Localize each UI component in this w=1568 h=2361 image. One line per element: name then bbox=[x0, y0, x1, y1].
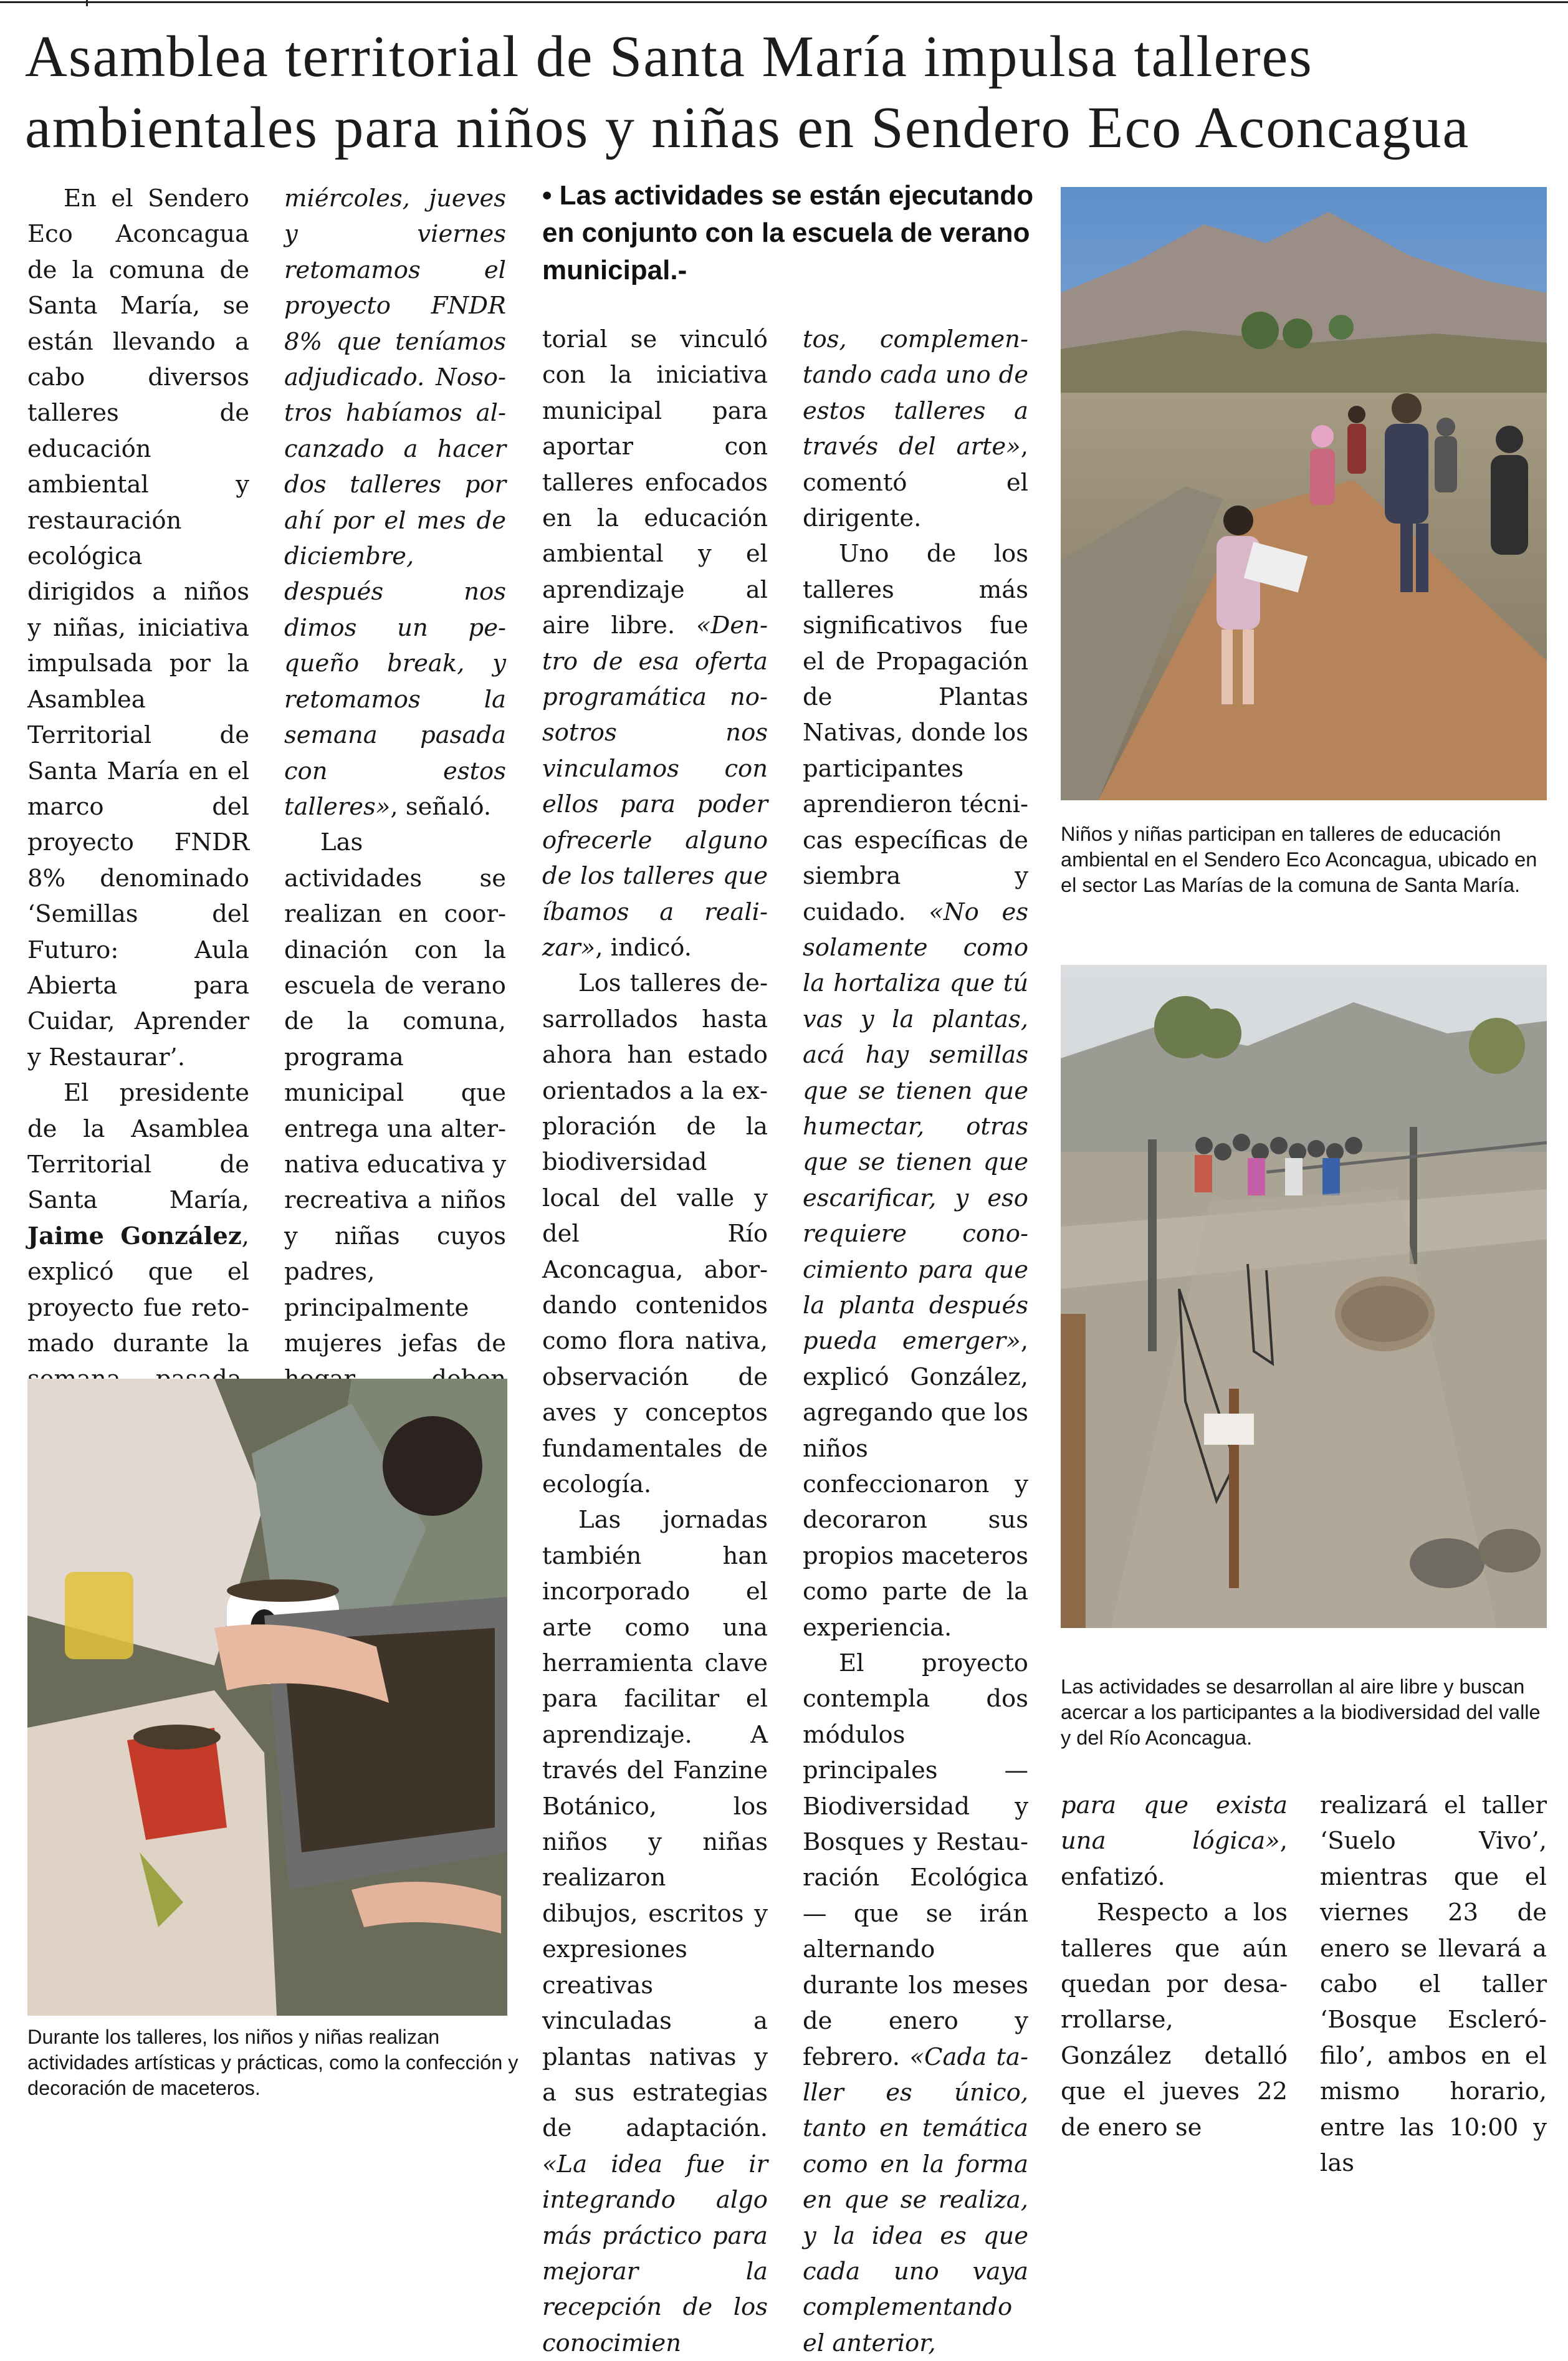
top-rule-mark bbox=[86, 0, 88, 6]
person-name: Jaime González bbox=[27, 1222, 242, 1250]
top-rule bbox=[0, 1, 1568, 3]
photo-children-on-trail bbox=[1061, 187, 1547, 800]
article-column-4 bbox=[803, 322, 1028, 2361]
paragraph-5: Los talleres desarrollados hasta ahora han estado orientados a la exploración de la biodiversidad local del valle y del Río Aconcagua, abordando contenidos como flora nativa, observación de aves y conceptos fundamentales de ecología. bbox=[542, 969, 768, 1498]
paragraph-9-start: Respecto a los talleres que aún quedan por desarrollarse, González detalló que el jueves 22 de enero se bbox=[1061, 1899, 1288, 2142]
article-column-3 bbox=[542, 322, 768, 2361]
article-column-5 bbox=[1061, 1788, 1288, 2145]
paragraph-2-cont: miércoles, jueves y viernes retomamos el proyecto FNDR 8% que teníamos adjudicado. Nosotros habíamos alcanzado a hacer dos talleres por ahí por el mes de diciembre, después nos dimos un pequeño break, y retomamos la semana pasada con estos talleres», señaló. bbox=[284, 184, 506, 821]
paragraph-8-cont: para que exista una lógica», enfatizó. bbox=[1061, 1791, 1288, 1891]
photo-3-caption: Durante los talleres, los niños y niñas realizan actividades artísticas y prácticas, como la confección y decoración de maceteros. bbox=[27, 2026, 519, 2099]
photo-crafting-flowerpots bbox=[27, 1379, 507, 2016]
paragraph-4-cont: torial se vinculó con la iniciativa municipal para aportar con talleres enfocados en la educación ambiental y el aprendizaje al aire libre. «Dentro de esa oferta programática nosotros nos vinculamos con ellos para poder ofrecerle alguno de los talleres que íbamos a realizar», indicó. bbox=[542, 325, 768, 962]
article-column-1 bbox=[27, 181, 249, 1576]
paragraph-8-start: El proyecto contempla dos módulos principales —Biodiversidad y Bosques y Restauración Ecológica— que se irán alternando durante los meses de enero y febrero. «Cada taller es único, tanto en temática como en la forma en que se realiza, y la idea es que cada uno vaya complementando el anterior, bbox=[803, 1649, 1028, 2357]
photo-1-caption: Niños y niñas participan en talleres de educación ambiental en el Sendero Eco Aconcagua, ubicado en el sector Las Marías de la comuna de Santa María. bbox=[1061, 823, 1537, 896]
paragraph-6-start: Las jornadas también han incorporado el arte como una herramienta clave para facilitar el aprendizaje. A través del Fanzine Botánico, los niños y niñas realizaron dibujos, escritos y expresiones creativas vinculadas a plantas nativas y a sus estrategias de adaptación. «La idea fue ir integrando algo más práctico para mejorar la recepción de los conocimien bbox=[542, 1506, 768, 2357]
photo-group-among-saplings bbox=[1061, 965, 1547, 1628]
photo-2-caption: Las actividades se desarrollan al aire libre y buscan acercar a los participantes a la biodiversidad del valle y del Río Aconcagua. bbox=[1061, 1675, 1541, 1749]
paragraph-7: Uno de los talleres más significativos fue el de Propagación de Plantas Nativas, donde los participantes aprendieron técnicas específicas de siembra y cuidado. «No es solamente como la hortaliza que tú vas y la plantas, acá hay semillas que se tienen que humectar, otras que se tienen que escarificar, y eso requiere conocimiento para que la planta después pueda emerger», explicó González, agregando que los niños confeccionaron y decoraron sus propios maceteros como parte de la experiencia. bbox=[803, 540, 1028, 1642]
paragraph-1: En el Sendero Eco Aconcagua de la comuna de Santa María, se están llevando a cabo diversos talleres de educación ambiental y restauración ecológica dirigidos a niños y niñas, iniciativa impulsada por la Asamblea Territorial de Santa María en el marco del proyecto FNDR 8% denominado ‘Semillas del Futuro: Aula Abierta para Cuidar, Aprender y Restaurar’. bbox=[27, 184, 249, 1071]
subheadline-deck: • Las actividades se están ejecutando en conjunto con la escuela de verano municipal.- bbox=[542, 180, 1034, 285]
article-column-6 bbox=[1320, 1788, 1547, 2181]
paragraph-3: Las actividades se realizan en coordinación con la escuela de verano de la comuna, programa municipal que entrega una alternativa educativa y recreativa a niños y niñas cuyos padres, principalmente mujeres jefas de bbox=[284, 828, 506, 1358]
paragraph-6-cont: tos, complementando cada uno de estos talleres a través del arte», comentó el dirigente. bbox=[803, 325, 1028, 533]
paragraph-9-cont: realizará el taller ‘Suelo Vivo’, mientras que el viernes 23 de enero se llevará a cabo el taller ‘Bosque Esclerófilo’, ambos en el mismo horario, entre las 10:00 y las bbox=[1320, 1791, 1547, 2178]
headline: Asamblea territorial de Santa María impulsa talleres ambientales para niños y niñas en Sendero Eco Aconcagua bbox=[25, 24, 1470, 160]
paragraph-2-start: El presidente de la Asamblea Territorial de Santa María, Jaime González, explicó que el proyecto fue retomado durante la bbox=[27, 1079, 249, 1358]
